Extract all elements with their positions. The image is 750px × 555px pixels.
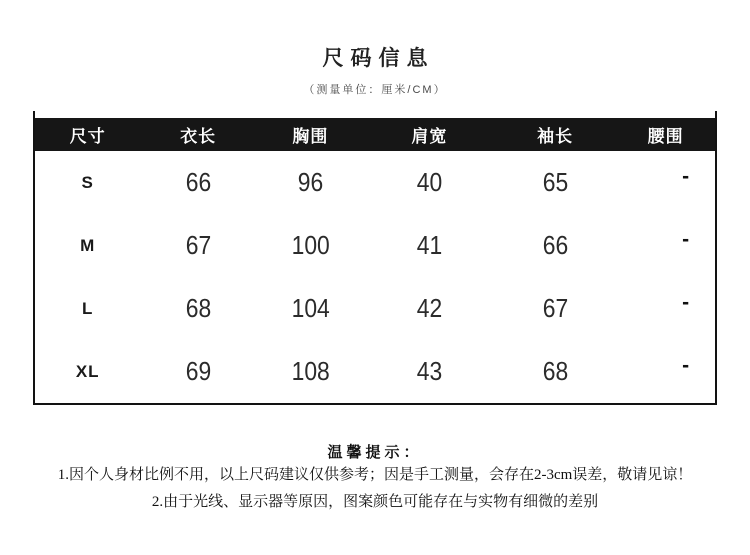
sleeve-length-value: [494, 167, 616, 198]
notes-title: 温馨提示：: [327, 445, 423, 461]
garment-length-value: [140, 167, 256, 198]
notes-section: [0, 441, 750, 516]
bust-value: [256, 356, 365, 387]
value-text: -: [682, 164, 690, 188]
value-text: 42: [416, 293, 443, 323]
value-text: 66: [185, 167, 211, 197]
garment-length-value: [140, 230, 256, 261]
value-text: 67: [185, 230, 211, 260]
shoulder-width-value: [365, 230, 494, 261]
page-title: 尺码信息: [322, 47, 435, 70]
measurement-unit-subtitle: （测量单位：厘米/CM）: [303, 84, 447, 96]
size-label: L: [82, 298, 94, 318]
waist-value: [616, 164, 715, 195]
garment-length-value: [140, 356, 256, 387]
bust-value: [256, 167, 365, 198]
value-text: 67: [542, 293, 568, 323]
header-sleeve-length: 袖长: [537, 127, 574, 146]
value-text: 40: [416, 167, 443, 197]
header-waist: 腰围: [647, 127, 684, 146]
bust-value: [256, 293, 365, 324]
table-row-l: [35, 277, 715, 340]
value-text: 68: [542, 356, 568, 386]
size-label: M: [80, 235, 96, 255]
value-text: 66: [542, 230, 568, 260]
title-block: [0, 0, 750, 97]
value-text: 96: [297, 167, 324, 197]
size-label: XL: [75, 361, 100, 381]
table-row-xl: [35, 340, 715, 403]
value-text: 41: [416, 230, 443, 260]
value-text: 43: [416, 356, 443, 386]
value-text: 68: [185, 293, 211, 323]
value-text: -: [682, 353, 690, 377]
waist-value: [616, 290, 715, 321]
note-line-2: 2.由于光线、显示器等原因，图案颜色可能存在与实物有细微的差别: [151, 494, 599, 510]
header-size: 尺寸: [69, 127, 106, 146]
bust-value: [256, 230, 365, 261]
size-table-header-row: [35, 118, 715, 151]
shoulder-width-value: [365, 167, 494, 198]
note-line-1: 1.因个人身材比例不用，以上尺码建议仅供参考；因是手工测量，会存在2-3cm误差，敬请见谅！: [57, 467, 693, 483]
value-text: 65: [542, 167, 568, 197]
shoulder-width-value: [365, 356, 494, 387]
waist-value: [616, 227, 715, 258]
table-row-s: [35, 151, 715, 214]
waist-value: [616, 353, 715, 384]
value-text: 100: [291, 230, 330, 260]
size-label: S: [81, 172, 94, 192]
sleeve-length-value: [494, 356, 616, 387]
value-text: -: [682, 227, 690, 251]
value-text: 69: [185, 356, 211, 386]
shoulder-width-value: [365, 293, 494, 324]
table-row-m: [35, 214, 715, 277]
header-bust: 胸围: [292, 127, 329, 146]
value-text: -: [682, 290, 690, 314]
size-table: [33, 111, 717, 405]
header-garment-length: 衣长: [180, 127, 217, 146]
value-text: 108: [291, 356, 330, 386]
header-shoulder-width: 肩宽: [411, 127, 448, 146]
sleeve-length-value: [494, 293, 616, 324]
value-text: 104: [291, 293, 330, 323]
garment-length-value: [140, 293, 256, 324]
sleeve-length-value: [494, 230, 616, 261]
